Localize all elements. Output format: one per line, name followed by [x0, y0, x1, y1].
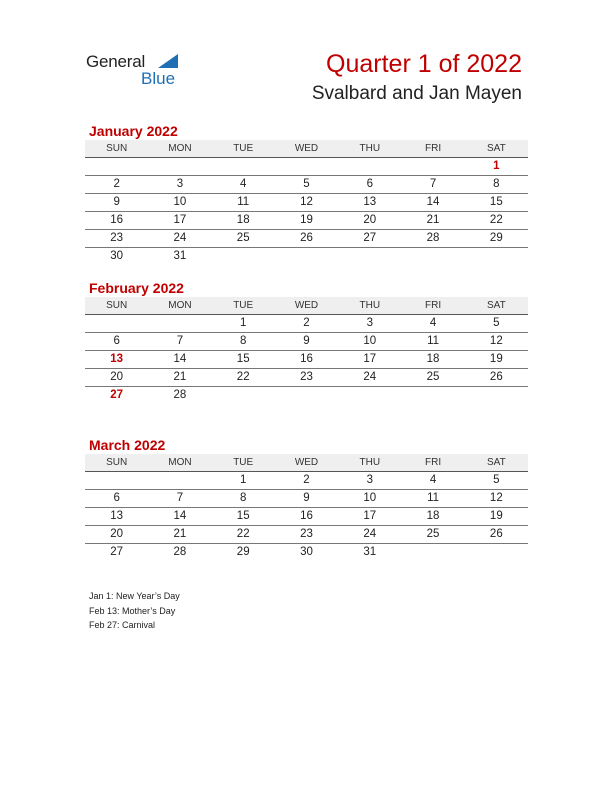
- day-cell: 22: [489, 214, 503, 226]
- week-row: [85, 544, 528, 561]
- day-cell: 19: [489, 353, 503, 365]
- logo-text-blue: Blue: [141, 69, 176, 88]
- day-cell: 7: [429, 178, 437, 190]
- day-cell: 21: [173, 371, 187, 383]
- week-row: [85, 212, 528, 230]
- day-cell: [275, 387, 338, 404]
- day-cell: 20: [363, 214, 377, 226]
- day-cell: 27: [110, 546, 124, 558]
- day-cell: 20: [110, 371, 124, 383]
- day-cell: [85, 472, 148, 489]
- page-title: Quarter 1 of 2022: [326, 50, 522, 78]
- day-cell: 8: [240, 335, 247, 347]
- day-cell: 16: [300, 510, 313, 522]
- day-cell: [401, 387, 464, 404]
- day-cell: 12: [300, 196, 313, 208]
- weekday-label: MON: [168, 143, 192, 154]
- day-cell: 29: [489, 232, 503, 244]
- weekday-label: MON: [168, 300, 192, 311]
- day-cell: 31: [173, 250, 187, 262]
- day-cell: [401, 248, 464, 265]
- day-cell: 15: [489, 196, 503, 208]
- day-cell: [212, 248, 275, 265]
- week-row: [85, 230, 528, 248]
- weekday-label: THU: [359, 300, 381, 311]
- week-row: [85, 248, 528, 265]
- weekday-label: TUE: [233, 457, 254, 468]
- logo-text-general: General: [86, 52, 146, 71]
- month-name: March 2022: [89, 437, 166, 453]
- day-cell: [338, 387, 401, 404]
- day-cell: 6: [366, 178, 373, 190]
- day-cell: 5: [493, 317, 500, 329]
- day-cell: 29: [236, 546, 250, 558]
- day-cell: [148, 472, 211, 489]
- weekday-label: SAT: [486, 300, 506, 311]
- day-cell: [275, 248, 338, 265]
- month-name: January 2022: [89, 123, 178, 139]
- week-row: [85, 158, 528, 176]
- day-cell: [465, 248, 528, 265]
- day-cell: 12: [489, 335, 503, 347]
- day-cell: 8: [493, 178, 500, 190]
- weekday-label: SUN: [106, 457, 128, 468]
- week-row: [85, 176, 528, 194]
- weekday-label: TUE: [233, 143, 254, 154]
- day-cell: 13: [363, 196, 377, 208]
- holiday-note: Feb 27: Carnival: [89, 620, 156, 630]
- day-cell: 18: [236, 214, 250, 226]
- day-cell: 28: [173, 546, 187, 558]
- day-cell: 18: [426, 510, 440, 522]
- week-row: [85, 315, 528, 333]
- day-cell: 17: [363, 510, 377, 522]
- day-cell: 15: [236, 510, 250, 522]
- day-cell: 11: [427, 335, 440, 347]
- day-cell: 23: [300, 371, 313, 383]
- day-cell: 28: [173, 389, 187, 401]
- day-cell: 14: [173, 353, 187, 365]
- weekday-label: FRI: [424, 457, 442, 468]
- day-cell: 2: [113, 178, 120, 190]
- day-cell: 16: [110, 214, 124, 226]
- day-cell: 23: [110, 232, 124, 244]
- day-cell: 26: [489, 371, 503, 383]
- week-row: [85, 369, 528, 387]
- day-cell: 6: [113, 335, 120, 347]
- day-cell: [338, 158, 401, 175]
- day-cell: [275, 158, 338, 175]
- month-march: [85, 436, 528, 561]
- day-cell: 1: [240, 474, 247, 486]
- day-cell: [85, 315, 148, 332]
- day-cell: 13: [110, 510, 124, 522]
- day-cell: 3: [366, 474, 373, 486]
- week-row: [85, 194, 528, 212]
- day-cell: 17: [363, 353, 377, 365]
- day-cell: 30: [110, 250, 124, 262]
- day-cell: [465, 544, 528, 561]
- day-cell: 27: [363, 232, 377, 244]
- weekday-label: THU: [359, 457, 381, 468]
- day-cell: [338, 248, 401, 265]
- day-cell: 10: [173, 196, 187, 208]
- day-cell: 11: [237, 196, 250, 208]
- day-cell: [212, 387, 275, 404]
- week-row: [85, 387, 528, 404]
- weekday-label: SAT: [486, 457, 506, 468]
- weekday-label: SUN: [106, 143, 128, 154]
- day-cell: 14: [426, 196, 440, 208]
- day-cell: 5: [493, 474, 500, 486]
- day-cell: 31: [363, 546, 377, 558]
- logo-triangle-icon: [158, 54, 178, 68]
- weekday-label: WED: [294, 457, 319, 468]
- day-cell: [148, 315, 211, 332]
- day-cell: 14: [173, 510, 187, 522]
- day-cell: 5: [303, 178, 310, 190]
- day-cell: 23: [300, 528, 313, 540]
- day-cell: 24: [363, 528, 377, 540]
- month-february: [85, 279, 528, 404]
- day-cell: 21: [426, 214, 440, 226]
- week-row: [85, 472, 528, 490]
- day-cell: 16: [300, 353, 313, 365]
- day-cell: [401, 158, 464, 175]
- day-cell: 15: [236, 353, 250, 365]
- day-cell: 3: [366, 317, 373, 329]
- weekday-label: MON: [168, 457, 192, 468]
- week-row: [85, 490, 528, 508]
- day-cell: 10: [363, 492, 377, 504]
- weekday-label: WED: [294, 300, 319, 311]
- weekday-label: FRI: [424, 300, 442, 311]
- day-cell: 26: [489, 528, 503, 540]
- day-cell: 8: [240, 492, 247, 504]
- day-cell: 24: [363, 371, 377, 383]
- day-cell: 6: [113, 492, 120, 504]
- day-cell: 1: [240, 317, 247, 329]
- weekday-header-row: [85, 297, 528, 315]
- day-cell: 18: [426, 353, 440, 365]
- day-cell: 10: [363, 335, 377, 347]
- week-row: [85, 333, 528, 351]
- day-cell: 9: [303, 492, 310, 504]
- day-cell: 25: [426, 371, 440, 383]
- week-row: [85, 526, 528, 544]
- day-cell: 19: [300, 214, 313, 226]
- day-cell: 4: [429, 317, 437, 329]
- day-cell: 7: [176, 492, 184, 504]
- day-cell: [85, 158, 148, 175]
- day-cell: 4: [429, 474, 437, 486]
- holiday-day-cell: 1: [493, 160, 500, 172]
- weekday-label: THU: [359, 143, 381, 154]
- day-cell: [212, 158, 275, 175]
- general-blue-logo: [86, 52, 196, 92]
- day-cell: 25: [236, 232, 250, 244]
- day-cell: 17: [173, 214, 187, 226]
- day-cell: 26: [300, 232, 313, 244]
- day-cell: 11: [427, 492, 440, 504]
- day-cell: 2: [303, 474, 310, 486]
- day-cell: 22: [236, 528, 250, 540]
- holiday-note: Feb 13: Mother’s Day: [89, 605, 176, 616]
- holiday-day-cell: 27: [110, 389, 124, 401]
- day-cell: 7: [176, 335, 184, 347]
- weekday-label: TUE: [233, 300, 254, 311]
- day-cell: 30: [300, 546, 313, 558]
- weekday-label: SUN: [106, 300, 128, 311]
- day-cell: 12: [489, 492, 503, 504]
- day-cell: 20: [110, 528, 124, 540]
- weekday-header-row: [85, 454, 528, 472]
- day-cell: 24: [173, 232, 187, 244]
- day-cell: 4: [240, 178, 247, 190]
- weekday-label: FRI: [424, 143, 442, 154]
- day-cell: 2: [303, 317, 310, 329]
- day-cell: 25: [426, 528, 440, 540]
- day-cell: 21: [173, 528, 187, 540]
- week-row: [85, 351, 528, 369]
- day-cell: [465, 387, 528, 404]
- day-cell: [401, 544, 464, 561]
- month-january: [85, 122, 528, 265]
- week-row: [85, 508, 528, 526]
- weekday-header-row: [85, 140, 528, 158]
- holiday-note: Jan 1: New Year’s Day: [89, 591, 180, 601]
- day-cell: 19: [489, 510, 503, 522]
- day-cell: 9: [113, 196, 120, 208]
- weekday-label: SAT: [486, 143, 506, 154]
- day-cell: 9: [303, 335, 310, 347]
- page-subtitle: Svalbard and Jan Mayen: [311, 83, 522, 104]
- day-cell: [148, 158, 211, 175]
- holiday-notes: [89, 589, 180, 633]
- weekday-label: WED: [294, 143, 319, 154]
- day-cell: 3: [176, 178, 184, 190]
- month-name: February 2022: [89, 280, 184, 296]
- holiday-day-cell: 13: [110, 353, 124, 365]
- day-cell: 22: [236, 371, 250, 383]
- day-cell: 28: [426, 232, 440, 244]
